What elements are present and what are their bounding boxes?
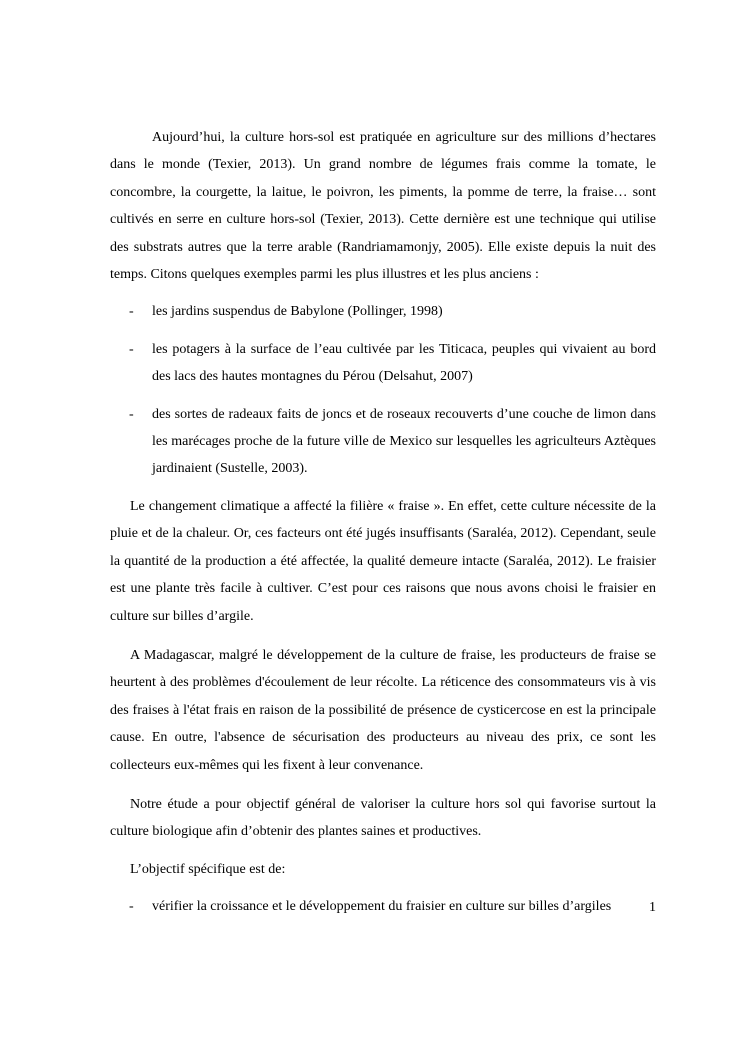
objective-paragraph: Notre étude a pour objectif général de valoriser la culture hors sol qui favorise surtout la culture biologique afin d’obtenir des plantes saines et productives. bbox=[110, 796, 656, 840]
examples-list bbox=[110, 298, 656, 482]
list-item bbox=[110, 401, 656, 483]
list-item bbox=[110, 298, 656, 325]
list-item bbox=[110, 336, 656, 391]
list-item-text: les jardins suspendus de Babylone (Pollinger, 1998) bbox=[152, 304, 443, 320]
specific-objective-heading: L’objectif spécifique est de: bbox=[130, 861, 286, 877]
list-item-text: des sortes de radeaux faits de joncs et de roseaux recouverts d’une couche de limon dans les marécages proche de la future ville de Mexico sur lesquelles les agriculteurs Aztèques jardinaient (Sustelle, 2003). bbox=[152, 406, 656, 477]
bullet-dash: - bbox=[129, 304, 134, 320]
bullet-dash: - bbox=[129, 341, 134, 357]
bullet-dash: - bbox=[129, 406, 134, 422]
intro-paragraph: Aujourd’hui, la culture hors-sol est pratiquée en agriculture sur des millions d’hectares dans le monde (Texier, 2013). Un grand nombre de légumes frais comme la tomate, le concombre, la courgette, la laitue, le poivron, les piments, la pomme de terre, la fraise… sont cultivés en serre en culture hors-sol (Texier, 2013). Cette dernière est une technique qui utilise des substrats autres que la terre arable (Randriamamonjy, 2005). Elle existe depuis la nuit des temps. Citons quelques exemples parmi les plus illustres et les plus anciens : bbox=[110, 130, 656, 283]
list-item bbox=[110, 893, 656, 920]
list-item-text: vérifier la croissance et le développement du fraisier en culture sur billes d’argiles bbox=[152, 899, 612, 915]
list-item-text: les potagers à la surface de l’eau cultivée par les Titicaca, peuples qui vivaient au bord des lacs des hautes montagnes du Pérou (Delsahut, 2007) bbox=[152, 341, 656, 385]
bullet-dash: - bbox=[129, 899, 134, 915]
objectives-list bbox=[110, 893, 656, 920]
document-body bbox=[110, 124, 656, 921]
page-number: 1 bbox=[649, 900, 656, 915]
madagascar-paragraph: A Madagascar, malgré le développement de la culture de fraise, les producteurs de fraise se heurtent à des problèmes d'écoulement de leur récolte. La réticence des consommateurs vis à vis des fraises à l'état frais en raison de la possibilité de présence de cysticercose en est la principale cause. En outre, l'absence de sécurisation des producteurs au niveau des prix, ce sont les collecteurs eux-mêmes qui les fixent à leur convenance. bbox=[110, 647, 656, 773]
climate-paragraph: Le changement climatique a affecté la filière « fraise ». En effet, cette culture nécessite de la pluie et de la chaleur. Or, ces facteurs ont été jugés insuffisants (Saraléa, 2012). Cependant, seule la quantité de la production a été affectée, la qualité demeure intacte (Saraléa, 2012). Le fraisier est une plante très facile à cultiver. C’est pour ces raisons que nous avons choisi le fraisier en culture sur billes d’argile. bbox=[110, 498, 656, 624]
